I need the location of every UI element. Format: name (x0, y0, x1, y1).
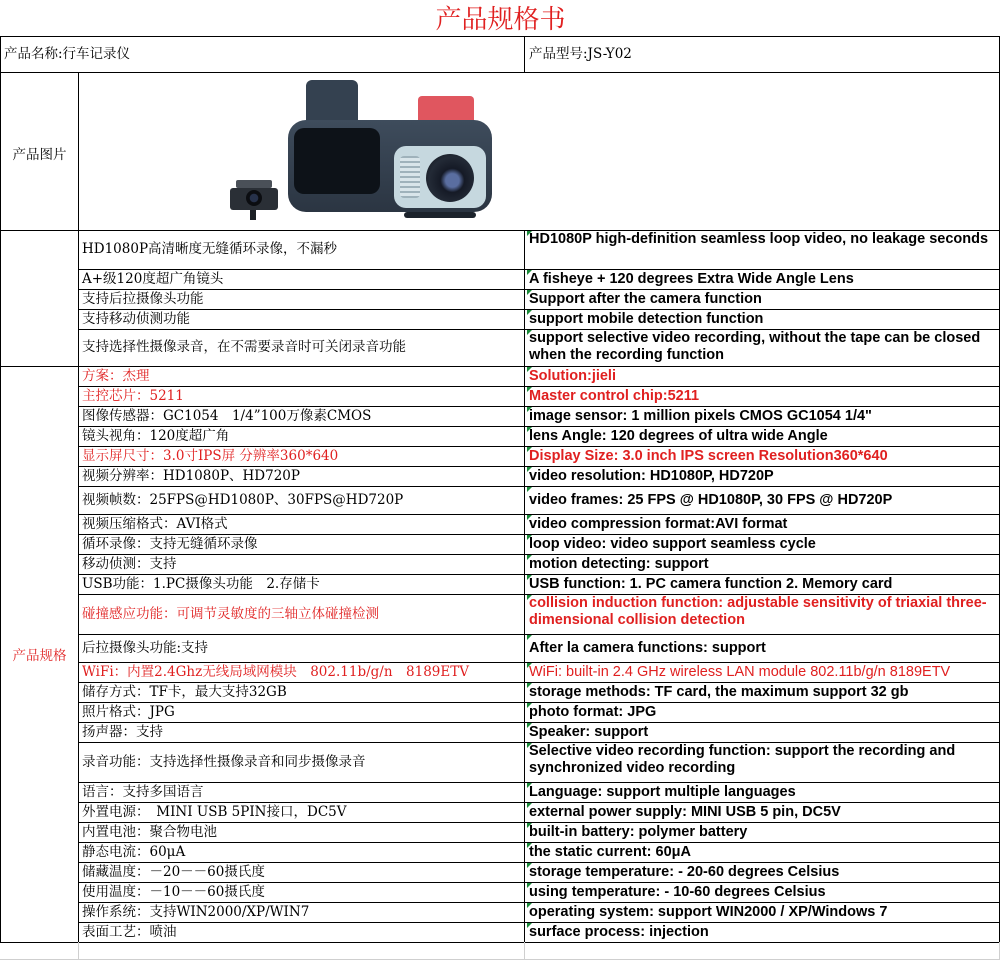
features-en-cell: support mobile detection function (529, 310, 764, 327)
specs-zh-cell: 使用温度：－10－－60摄氏度 (82, 883, 265, 900)
specs-en-cell: motion detecting: support (529, 555, 709, 572)
features-zh-cell: A+级120度超广角镜头 (82, 270, 224, 287)
specs-zh-cell: USB功能：1.PC摄像头功能 2.存储卡 (82, 575, 320, 592)
cell-marker (527, 427, 532, 432)
grid-line (0, 36, 1000, 37)
features-en-cell: HD1080P high-definition seamless loop video, no leakage seconds (529, 231, 989, 247)
specs-zh-cell: 移动侦测：支持 (82, 555, 177, 572)
specs-zh-cell: 方案：杰理 (82, 367, 150, 384)
features-zh-cell: 支持移动侦测功能 (82, 310, 190, 327)
specs-en-cell: collision induction function: adjustable sensitivity of triaxial three-dimensional collision detection (529, 595, 987, 628)
specs-zh-cell: 录音功能：支持选择性摄像录音和同步摄像录音 (82, 753, 366, 770)
product-picture-label: 产品图片 (12, 147, 67, 163)
grid-line (0, 72, 1000, 73)
specs-en-cell: USB function: 1. PC camera function 2. Memory card (529, 575, 893, 592)
grid-line (78, 534, 1000, 535)
specs-zh-cell: 循环录像：支持无缝循环录像 (82, 535, 258, 552)
grid-line (78, 742, 1000, 743)
specs-zh-cell: 储存方式：TF卡，最大支持32GB (82, 683, 287, 700)
specs-zh-cell: 静态电流：60μA (82, 843, 186, 860)
grid-line (78, 682, 1000, 683)
specs-en-cell: Language: support multiple languages (529, 783, 796, 800)
cell-marker (527, 595, 532, 600)
specs-zh-cell: 视频压缩格式：AVI格式 (82, 515, 228, 532)
grid-line (0, 942, 1000, 943)
specs-zh-cell: 视频分辨率：HD1080P、HD720P (82, 467, 300, 484)
specs-en-cell: storage temperature: - 20-60 degrees Celsius (529, 863, 840, 880)
specs-en-cell: WiFi: built-in 2.4 GHz wireless LAN module 802.11b/g/n 8189ETV (529, 663, 951, 680)
rear-camera-bracket (236, 180, 272, 188)
grid-line (78, 574, 1000, 575)
grid-line (78, 466, 1000, 467)
specs-en-cell: Speaker: support (529, 723, 649, 740)
specs-en-cell: video compression format:AVI format (529, 515, 788, 532)
grid-line (78, 446, 1000, 447)
grid-line (78, 634, 1000, 635)
cell-marker (527, 447, 532, 452)
cell-marker (527, 515, 532, 520)
cell-marker (527, 535, 532, 540)
grid-line (78, 822, 1000, 823)
cell-marker (527, 843, 532, 848)
grid-line (78, 882, 1000, 883)
specs-zh-cell: 后拉摄像头功能:支持 (82, 639, 209, 656)
specs-en-cell: storage methods: TF card, the maximum support 32 gb (529, 683, 909, 700)
specs-en-cell: Solution:jieli (529, 367, 616, 384)
grid-line (78, 554, 1000, 555)
cell-marker (527, 290, 532, 295)
grid-line (999, 942, 1000, 960)
cell-marker (527, 703, 532, 708)
specs-zh-cell: 照片格式：JPG (82, 703, 175, 720)
grid-line (0, 366, 1000, 367)
specs-en-cell: Master control chip:5211 (529, 387, 700, 404)
grid-line (78, 386, 1000, 387)
document-title: 产品规格书 (435, 5, 566, 35)
specs-en-cell: the static current: 60μA (529, 843, 691, 860)
grid-line (78, 922, 1000, 923)
product-spec-label: 产品规格 (12, 648, 67, 664)
grid-line (78, 486, 1000, 487)
rear-camera-cable (250, 210, 256, 220)
specs-en-cell: lens Angle: 120 degrees of ultra wide Angle (529, 427, 828, 444)
grid-line (78, 269, 1000, 270)
grid-line (524, 942, 525, 960)
grid-line (78, 702, 1000, 703)
specs-zh-cell: 显示屏尺寸：3.0寸IPS屏 分辨率360*640 (82, 447, 339, 464)
features-zh-cell: HD1080P高清晰度无缝循环录像，不漏秒 (82, 241, 338, 257)
specs-en-cell: operating system: support WIN2000 / XP/Windows 7 (529, 903, 888, 920)
cell-marker (527, 723, 532, 728)
specs-en-cell: image sensor: 1 million pixels CMOS GC1054 1/4" (529, 407, 872, 424)
specs-en-cell: After la camera functions: support (529, 639, 766, 656)
grid-line (78, 514, 1000, 515)
features-zh-cell: 支持选择性摄像录音，在不需要录音时可关闭录音功能 (82, 339, 406, 355)
grid-line (524, 230, 525, 942)
specs-en-cell: using temperature: - 10-60 degrees Celsius (529, 883, 826, 900)
grid-line (78, 902, 1000, 903)
features-zh-cell: 支持后拉摄像头功能 (82, 290, 204, 307)
specs-zh-cell: 图像传感器：GC1054 1/4”100万像素CMOS (82, 407, 372, 424)
cell-marker (527, 903, 532, 908)
grid-line (78, 594, 1000, 595)
specs-zh-cell: 视频帧数：25FPS@HD1080P、30FPS@HD720P (82, 491, 404, 508)
features-en-cell: A fisheye + 120 degrees Extra Wide Angle Lens (529, 270, 854, 287)
cell-marker (527, 783, 532, 788)
cell-marker (527, 743, 532, 748)
grid-line (78, 406, 1000, 407)
grid-line (0, 36, 1, 942)
specs-en-cell: external power supply: MINI USB 5 pin, DC5V (529, 803, 841, 820)
specs-en-cell: Display Size: 3.0 inch IPS screen Resolution360*640 (529, 447, 888, 464)
cell-marker (527, 310, 532, 315)
specs-zh-cell: 表面工艺：喷油 (82, 923, 177, 940)
grid-line (78, 802, 1000, 803)
grid-line (78, 722, 1000, 723)
specs-zh-cell: 主控芯片：5211 (82, 387, 184, 404)
specs-en-cell: Selective video recording function: support the recording and synchronized video recording (529, 743, 956, 776)
grid-line (78, 662, 1000, 663)
product-name-cell: 产品名称:行车记录仪 (4, 46, 131, 62)
specs-zh-cell: 储藏温度：－20－－60摄氏度 (82, 863, 265, 880)
specs-zh-cell: 语言：支持多国语言 (82, 783, 204, 800)
specs-zh-cell: 扬声器：支持 (82, 723, 163, 740)
grid-line (524, 36, 525, 72)
specs-en-cell: surface process: injection (529, 923, 709, 940)
product-photo (228, 76, 498, 220)
grid-line (78, 842, 1000, 843)
cell-marker (527, 367, 532, 372)
grid-line (999, 36, 1000, 942)
cell-marker (527, 635, 532, 640)
specs-en-cell: video resolution: HD1080P, HD720P (529, 467, 774, 484)
cell-marker (527, 555, 532, 560)
camera-mount (306, 80, 358, 122)
cell-marker (527, 823, 532, 828)
cell-marker (527, 387, 532, 392)
cell-marker (527, 575, 532, 580)
product-model-cell: 产品型号:JS-Y02 (529, 46, 632, 62)
dashcam-screen (294, 128, 380, 194)
dashcam-grill (400, 156, 420, 198)
cell-marker (527, 663, 532, 668)
specs-en-cell: photo format: JPG (529, 703, 657, 720)
grid-line (78, 942, 79, 960)
cell-marker (527, 487, 532, 492)
cell-marker (527, 231, 532, 236)
grid-line (78, 309, 1000, 310)
cell-marker (527, 467, 532, 472)
dashcam-foot (404, 212, 476, 218)
grid-line (78, 72, 79, 942)
specs-zh-cell: 操作系统：支持WIN2000/XP/WIN7 (82, 903, 310, 920)
specs-en-cell: video frames: 25 FPS @ HD1080P, 30 FPS @ HD720P (529, 491, 893, 508)
cell-marker (527, 270, 532, 275)
rear-camera-lens (246, 190, 262, 206)
specs-en-cell: built-in battery: polymer battery (529, 823, 748, 840)
grid-line (78, 426, 1000, 427)
specs-zh-cell: 镜头视角：120度超广角 (82, 427, 230, 444)
cell-marker (527, 863, 532, 868)
features-en-cell: support selective video recording, without the tape can be closed when the recording function (529, 330, 981, 363)
grid-line (0, 230, 1000, 231)
cell-marker (527, 407, 532, 412)
grid-line (78, 782, 1000, 783)
cell-marker (527, 683, 532, 688)
specs-zh-cell: 外置电源： MINI USB 5PIN接口，DC5V (82, 803, 347, 820)
specs-zh-cell: WiFi：内置2.4Ghz无线局域网模块 802.11b/g/n 8189ETV (82, 663, 469, 680)
specs-zh-cell: 碰撞感应功能：可调节灵敏度的三轴立体碰撞检测 (82, 605, 379, 622)
cell-marker (527, 803, 532, 808)
grid-line (78, 862, 1000, 863)
specs-en-cell: loop video: video support seamless cycle (529, 535, 816, 552)
grid-line (78, 289, 1000, 290)
dashcam-lens (426, 154, 474, 202)
specs-zh-cell: 内置电池：聚合物电池 (82, 823, 217, 840)
cell-marker (527, 883, 532, 888)
cell-marker (527, 923, 532, 928)
features-en-cell: Support after the camera function (529, 290, 762, 307)
grid-line (78, 329, 1000, 330)
cell-marker (527, 330, 532, 335)
